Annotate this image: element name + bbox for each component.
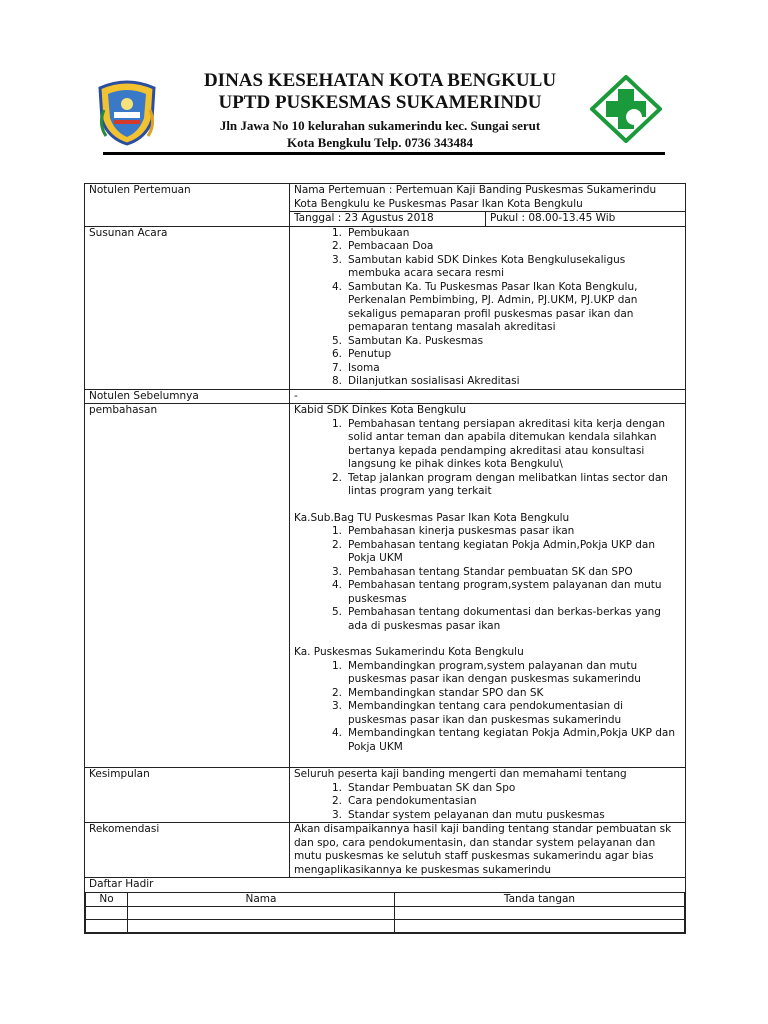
list-item — [294, 809, 681, 823]
row-pembahasan — [85, 404, 686, 768]
meeting-date: Tanggal : 23 Agustus 2018 — [294, 212, 434, 224]
row-notulen-pertemuan — [85, 184, 686, 212]
list-item — [294, 375, 681, 389]
puskesmas-cross-icon — [590, 75, 662, 143]
row-rekomendasi — [85, 823, 686, 878]
list-item-number: 2. — [331, 471, 342, 484]
list-item-text: Standar system pelayanan dan mutu puskesmas — [348, 808, 605, 821]
list-item-number: 1. — [331, 226, 342, 239]
label-notulen-pertemuan: Notulen Pertemuan — [85, 184, 290, 227]
list-item — [294, 579, 681, 606]
list-item-text: Sambutan Ka. Puskesmas — [348, 334, 484, 347]
list-item — [294, 281, 681, 335]
label-susunan-acara: Susunan Acara — [85, 226, 290, 389]
row-susunan-acara — [85, 226, 686, 389]
list-item-number: 8. — [331, 375, 342, 387]
list-item — [294, 795, 681, 809]
address: Jln Jawa No 10 kelurahan sukamerindu kec. Sungai serut — [219, 118, 541, 133]
list-item-number: 4. — [331, 280, 342, 293]
list-item-number: 6. — [331, 348, 342, 360]
list-item-text: Sambutan Ka. Tu Puskesmas Pasar Ikan Kota Bengkulu, Perkenalan Pembimbing, PJ. Admin, PJ.UKM, PJ.UKP dan sekaligus pemaparan profil puskesmas pasar ikan dan pemaparan tentang masalah akreditasi — [348, 280, 638, 333]
list-item — [294, 472, 681, 499]
discussion-section-heading: Ka.Sub.Bag TU Puskesmas Pasar Ikan Kota Bengkulu — [294, 511, 570, 524]
list-item-text: Membandingkan tentang cara pendokumentasian di puskesmas pasar ikan dan puskesmas sukamerindu — [348, 700, 624, 726]
conclusion-intro: Seluruh peserta kaji banding mengerti dan memahami tentang — [294, 768, 627, 780]
list-item — [294, 727, 681, 754]
row-daftar-hadir — [85, 878, 686, 934]
list-item — [294, 700, 681, 727]
attendance-row — [86, 920, 685, 933]
list-item-number: 1. — [331, 525, 342, 537]
agency-name: DINAS KESEHATAN KOTA BENGKULU — [203, 70, 557, 91]
city-phone: Kota Bengkulu Telp. 0736 343484 — [286, 135, 474, 150]
list-item-text: Membandingkan standar SPO dan SK — [348, 686, 544, 699]
list-item-text: Pembahasan tentang dokumentasi dan berkas-berkas yang ada di puskesmas pasar ikan — [348, 606, 661, 632]
list-item-text: Cara pendokumentasian — [348, 795, 477, 807]
list-item — [294, 687, 681, 701]
conclusion-list — [294, 782, 681, 823]
row-notulen-sebelumnya — [85, 389, 686, 404]
discussion-section-heading: Kabid SDK Dinkes Kota Bengkulu — [294, 404, 466, 416]
letterhead — [170, 70, 590, 151]
list-item-text: Tetap jalankan program dengan melibatkan lintas sector dan lintas program yang terkait — [348, 471, 668, 497]
list-item-number: 7. — [331, 361, 342, 374]
list-item-text: Dilanjutkan sosialisasi Akreditasi — [348, 375, 520, 387]
discussion-list — [294, 525, 681, 633]
list-item-number: 1. — [331, 659, 342, 672]
section-gap — [294, 754, 681, 767]
list-item-number: 3. — [331, 700, 342, 712]
list-item-text: Pembahasan tentang persiapan akreditasi kita kerja dengan solid antar teman dan apabila ditemukan kendala silahkan bertanya kepada pendamping akreditasi atau konsultasi langsung ke pihak dinkes kota Bengkulu\ — [348, 417, 666, 470]
list-item-number: 1. — [331, 417, 342, 430]
col-tanda-tangan: Tanda tangan — [395, 892, 685, 907]
list-item-text: Pembahasan kinerja puskesmas pasar ikan — [348, 525, 575, 537]
city-emblem-icon — [96, 80, 158, 146]
label-kesimpulan: Kesimpulan — [85, 768, 290, 823]
list-item-number: 5. — [331, 334, 342, 347]
list-item — [294, 335, 681, 349]
unit-name: UPTD PUSKESMAS SUKAMERINDU — [218, 92, 542, 113]
list-item-number: 1. — [331, 781, 342, 794]
label-notulen-sebelumnya: Notulen Sebelumnya — [85, 389, 290, 404]
list-item — [294, 606, 681, 633]
list-item — [294, 660, 681, 687]
list-item-text: Pembukaan — [348, 226, 410, 239]
list-item-number: 2. — [331, 795, 342, 807]
list-item-text: Pembacaan Doa — [348, 240, 434, 252]
col-nama: Nama — [128, 892, 395, 907]
list-item-number: 3. — [331, 808, 342, 821]
attendance-row — [86, 907, 685, 920]
section-gap — [294, 633, 681, 646]
list-item — [294, 525, 681, 539]
list-item-text: Pembahasan tentang Standar pembuatan SK dan SPO — [348, 565, 633, 578]
col-no: No — [86, 892, 128, 907]
discussion-section-heading: Ka. Puskesmas Sukamerindu Kota Bengkulu — [294, 646, 524, 658]
attendance-label: Daftar Hadir — [89, 878, 154, 890]
list-item — [294, 362, 681, 376]
discussion-list — [294, 660, 681, 755]
header-divider — [103, 152, 665, 155]
list-item — [294, 418, 681, 472]
list-item — [294, 539, 681, 566]
minutes-table — [84, 183, 686, 934]
list-item-number: 5. — [331, 606, 342, 618]
list-item-text: Sambutan kabid SDK Dinkes Kota Bengkulusekaligus membuka acara secara resmi — [348, 253, 626, 279]
list-item — [294, 566, 681, 580]
agenda-list — [294, 227, 681, 389]
list-item-text: Membandingkan program,system palayanan dan mutu puskesmas pasar ikan dengan puskesmas sukamerindu — [348, 659, 641, 685]
list-item — [294, 227, 681, 241]
list-item-number: 3. — [331, 565, 342, 578]
meeting-time: Pukul : 08.00-13.45 Wib — [485, 212, 681, 226]
list-item — [294, 782, 681, 796]
list-item-number: 2. — [331, 240, 342, 252]
label-rekomendasi: Rekomendasi — [85, 823, 290, 878]
list-item-text: Pembahasan tentang program,system palayanan dan mutu puskesmas — [348, 579, 662, 605]
attendance-section — [85, 878, 686, 934]
list-item — [294, 348, 681, 362]
label-pembahasan: pembahasan — [85, 404, 290, 768]
list-item-text: Membandingkan tentang kegiatan Pokja Admin,Pokja UKP dan Pokja UKM — [348, 727, 675, 753]
list-item — [294, 240, 681, 254]
list-item-number: 3. — [331, 253, 342, 266]
discussion-content — [290, 404, 686, 768]
attendance-table — [85, 892, 685, 934]
list-item-text: Isoma — [348, 361, 380, 374]
attendance-header — [86, 892, 685, 907]
discussion-list — [294, 418, 681, 499]
list-item-number: 2. — [331, 686, 342, 699]
previous-minutes-value: - — [290, 389, 686, 404]
list-item-number: 4. — [331, 727, 342, 739]
row-kesimpulan — [85, 768, 686, 823]
list-item-text: Penutup — [348, 348, 392, 360]
list-item-text: Standar Pembuatan SK dan Spo — [348, 781, 516, 794]
recommendation-text: Akan disampaikannya hasil kaji banding tentang standar pembuatan sk dan spo, cara pendokumentasin, dan standar system pelayanan dan mutu puskesmas ke selutuh staff puskesmas sukamerindu agar bias mengaplikasikannya ke puskesmas sukamerindu — [290, 823, 686, 878]
list-item-number: 2. — [331, 538, 342, 551]
section-gap — [294, 499, 681, 512]
list-item-number: 4. — [331, 579, 342, 591]
list-item-text: Pembahasan tentang kegiatan Pokja Admin,Pokja UKP dan Pokja UKM — [348, 538, 655, 564]
meeting-name: Nama Pertemuan : Pertemuan Kaji Banding Puskesmas Sukamerindu Kota Bengkulu ke Puskesmas Pasar Ikan Kota Bengkulu — [290, 184, 686, 212]
meeting-datetime — [290, 212, 686, 227]
list-item — [294, 254, 681, 281]
